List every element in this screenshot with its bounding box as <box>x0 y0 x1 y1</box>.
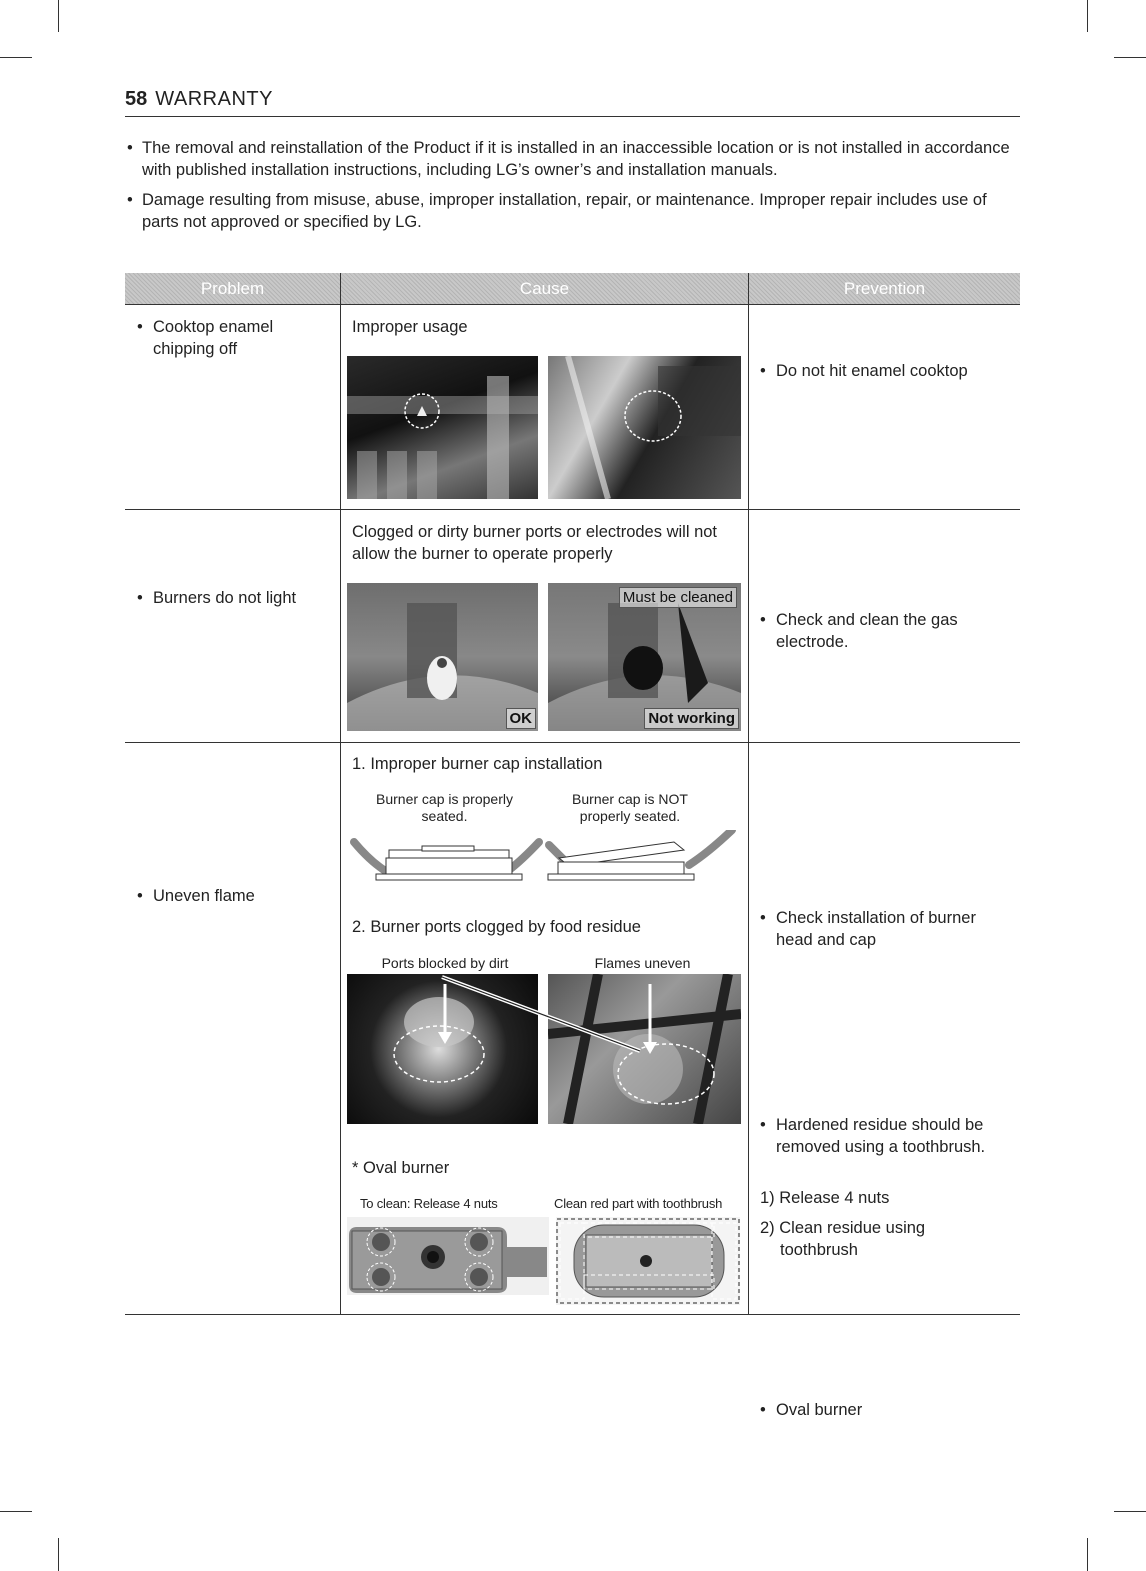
electrode-dirty-photo <box>548 583 741 731</box>
crop-mark <box>1087 1538 1088 1571</box>
row3-cause-2: 2. Burner ports clogged by food residue <box>352 918 641 936</box>
electrode-ok-photo <box>347 583 538 731</box>
row2-problem: • Burners do not light <box>136 587 343 609</box>
page-header <box>125 88 1020 117</box>
intro-bullet-list <box>125 137 1020 241</box>
intro-bullet: • The removal and reinstallation of the Product if it is installed in an inaccessible location or is not installed in accordance with published installation instructions, including LG’s owner’s and installation manuals. <box>125 137 1020 181</box>
table-header <box>125 273 1020 304</box>
burner-cap-diagram <box>344 830 739 890</box>
row1-problem: • Cooktop enamel chipping off <box>136 316 333 360</box>
section-title: WARRANTY <box>155 88 273 110</box>
row2-cause: Clogged or dirty burner ports or electrodes will not allow the burner to operate properly <box>352 523 718 563</box>
crop-mark <box>0 1511 32 1512</box>
row3-prevention-3-title: • Oval burner <box>759 1399 1016 1421</box>
row1-prevention: • Do not hit enamel cooktop <box>759 360 1026 382</box>
table-divider <box>125 742 1020 743</box>
table-divider <box>340 273 341 1314</box>
row3-prevention-3-step1: 1) Release 4 nuts <box>760 1189 890 1207</box>
crop-mark <box>1087 0 1088 32</box>
ports-pointer-arrow <box>440 975 740 1055</box>
not-working-label: Not working <box>644 708 739 729</box>
cap-not-seated-caption: Burner cap is NOT properly seated. <box>572 791 688 824</box>
oval-burner-clean-photo <box>556 1217 740 1305</box>
crop-mark <box>58 1538 59 1571</box>
row3-prevention-2: • Hardened residue should be removed using a toothbrush. <box>759 1114 1026 1158</box>
enamel-photo-2 <box>548 356 741 499</box>
row3-cause-1: 1. Improper burner cap installation <box>352 755 603 773</box>
ok-label: OK <box>506 708 537 729</box>
ports-blocked-caption: Ports blocked by dirt <box>381 955 509 971</box>
enamel-photo-1 <box>347 356 538 499</box>
flames-uneven-caption: Flames uneven <box>594 955 691 971</box>
clean-red-caption: Clean red part with toothbrush <box>554 1196 723 1211</box>
enamel-photo-2-art <box>548 356 741 499</box>
oval-burner-nuts-photo <box>347 1217 549 1295</box>
table-divider <box>125 509 1020 510</box>
oval-burner-nuts-art <box>347 1217 549 1295</box>
row2-prevention: • Check and clean the gas electrode. <box>759 609 1016 653</box>
row3-problem: • Uneven flame <box>136 885 343 907</box>
table-divider <box>125 1314 1020 1315</box>
crop-mark <box>1114 57 1146 58</box>
row3-prevention-1: • Check installation of burner head and cap <box>759 907 1016 951</box>
row1-cause: Improper usage <box>352 318 468 336</box>
header-cause: Cause <box>519 279 570 298</box>
table-divider <box>125 304 1020 305</box>
intro-bullet: • Damage resulting from misuse, abuse, improper installation, repair, or maintenance. Improper repair includes use of parts not approved or specified by LG. <box>125 189 1020 233</box>
row3-cause-3: * Oval burner <box>352 1159 450 1177</box>
enamel-photo-1-art <box>347 356 538 499</box>
cap-seated-caption: Burner cap is properly seated. <box>376 791 513 824</box>
crop-mark <box>58 0 59 32</box>
header-prevention: Prevention <box>843 279 926 298</box>
row3-prevention-3-step2: 2) Clean residue using toothbrush <box>760 1219 926 1259</box>
table-divider <box>748 273 749 1314</box>
crop-mark <box>0 57 32 58</box>
must-be-cleaned-label: Must be cleaned <box>619 587 737 608</box>
header-problem: Problem <box>200 279 265 298</box>
oval-burner-clean-art <box>556 1217 740 1305</box>
page-number: 58 <box>125 88 148 110</box>
to-clean-caption: To clean: Release 4 nuts <box>360 1196 498 1211</box>
crop-mark <box>1114 1511 1146 1512</box>
